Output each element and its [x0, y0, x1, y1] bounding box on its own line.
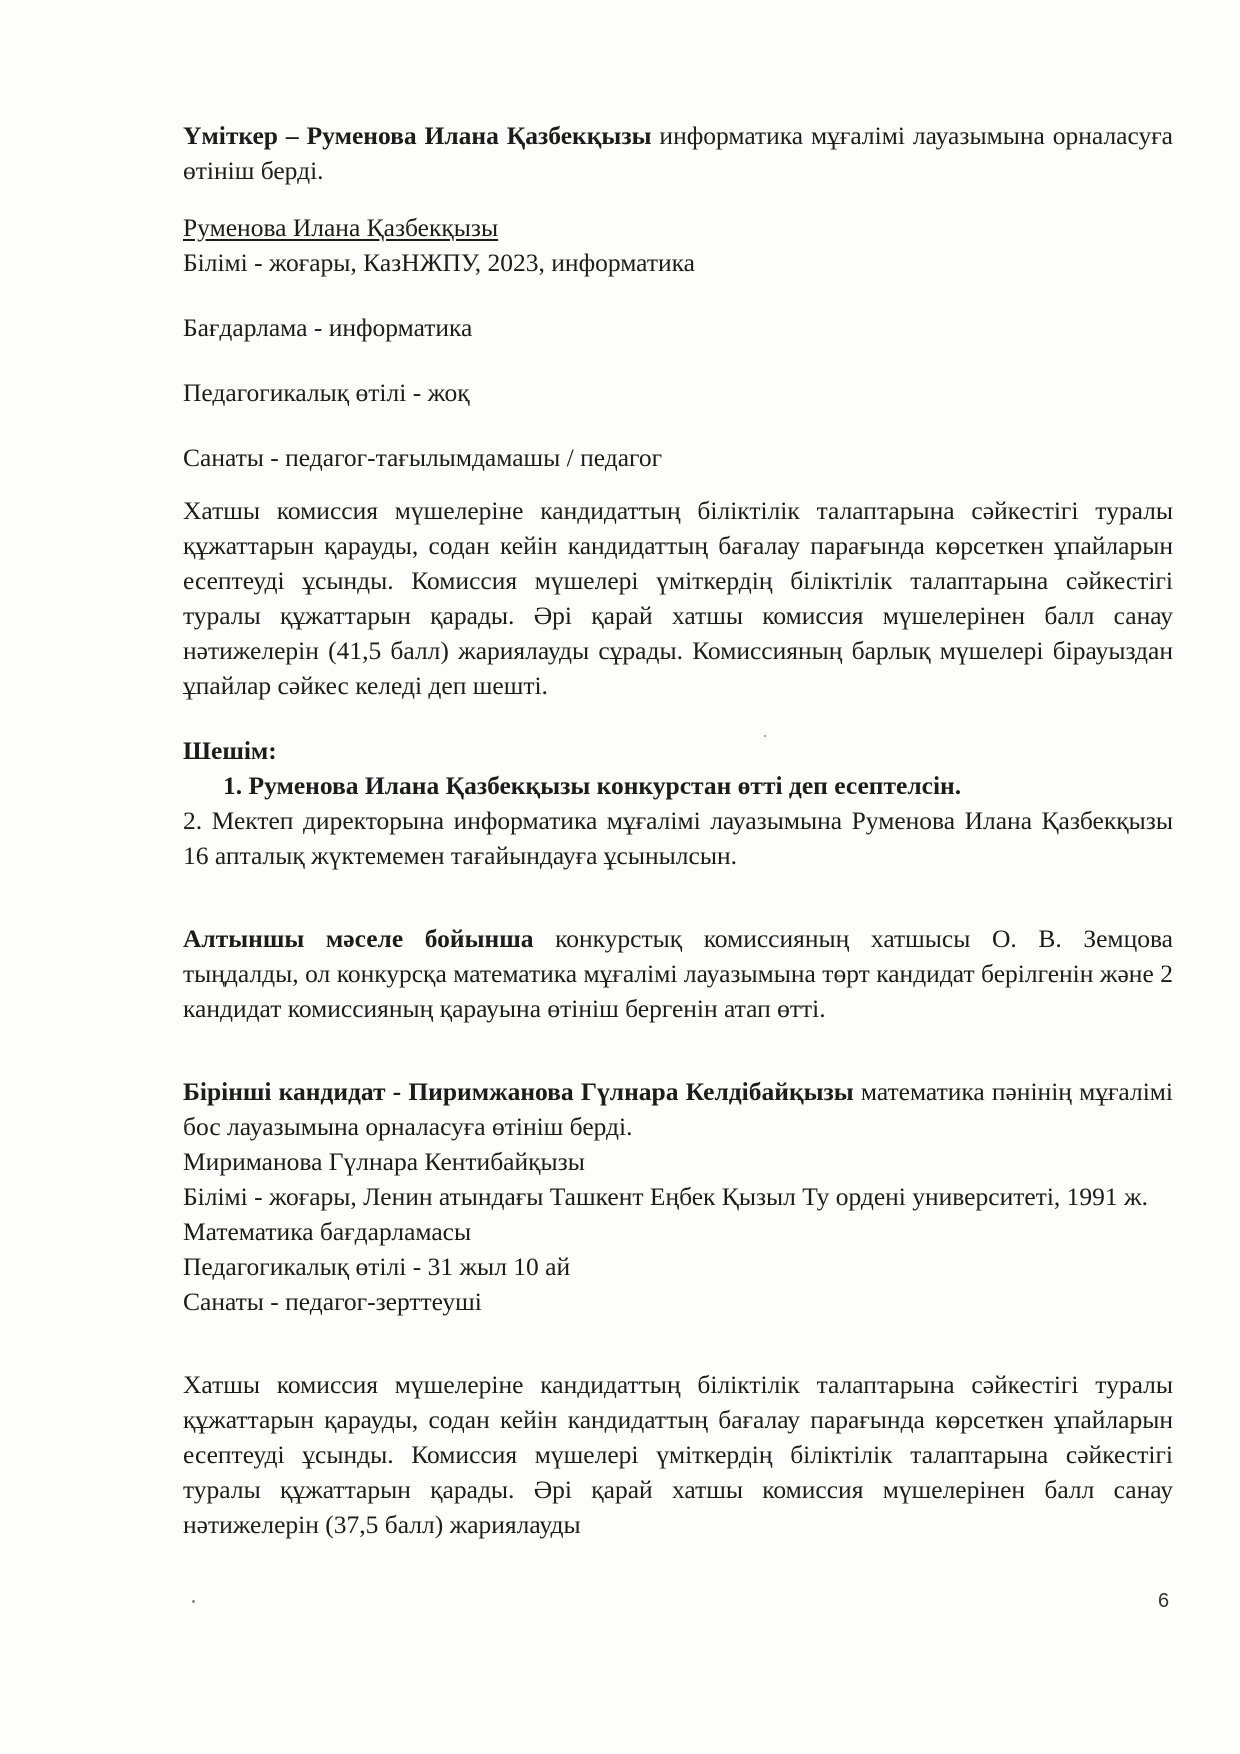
first-candidate-paragraph — [183, 1074, 1173, 1144]
candidate-intro-paragraph — [183, 118, 1173, 188]
candidate-experience: Педагогикалық өтілі - 31 жыл 10 ай — [183, 1252, 571, 1281]
candidate-name: Мириманова Гүлнара Кентибайқызы — [183, 1147, 585, 1176]
sixth-issue-text: конкурстық комиссияның хатшысы О. В. Земцова тыңдалды, ол конкурсқа математика мұғалімі лауазымына төрт кандидат берілгенін және 2 кандидат комиссияның қарауына өтініш бергенін атап өтті. — [183, 924, 1173, 1023]
candidate-category: Санаты - педагог-зерттеуші — [183, 1287, 482, 1316]
decision-item-2: 2. Мектеп директорына информатика мұғалімі лауазымына Руменова Илана Қазбекқызы 16 апталық жүктемемен тағайындауға ұсынылсын. — [183, 806, 1173, 870]
decision-heading: Шешім: — [183, 736, 277, 765]
candidate-program: Бағдарлама - информатика — [183, 313, 473, 342]
candidate-intro-text: информатика мұғалімі лауазымына орналасуға өтініш берді. — [183, 121, 1173, 185]
page-number: 6 — [1158, 1590, 1170, 1612]
first-candidate-text: математика пәнінің мұғалімі бос лауазымына орналасуға өтініш берді. — [183, 1077, 1173, 1141]
secretary-paragraph: Хатшы комиссия мүшелеріне кандидаттың біліктілік талаптарына сәйкестігі туралы құжаттарын қарауды, содан кейін кандидаттың бағалау парағында көрсеткен ұпайларын есептеуді ұсынды. Комиссия мүшелері үміткердің біліктілік талаптарына сәйкестігі туралы құжаттарын қарады. Әрі қарай хатшы комиссия мүшелерінен балл санау нәтижелерін (41,5 балл) жариялауды сұрады. Комиссияның барлық мүшелері бірауыздан ұпайлар сәйкес келеді деп шешті. — [183, 496, 1173, 700]
scan-speck — [764, 735, 766, 737]
document-body — [183, 118, 1173, 1542]
candidate-program: Математика бағдарламасы — [183, 1217, 472, 1246]
candidate-experience: Педагогикалық өтілі - жоқ — [183, 378, 470, 407]
first-candidate-bold: Бірінші кандидат - Пиримжанова Гүлнара Келдібайқызы — [183, 1077, 854, 1106]
candidate-category: Санаты - педагог-тағылымдамашы / педагог — [183, 443, 663, 472]
sixth-issue-paragraph — [183, 921, 1173, 1026]
candidate-education: Білімі - жоғары, Ленин атындағы Ташкент Еңбек Қызыл Ту ордені университеті, 1991 ж. — [183, 1182, 1149, 1211]
candidate-name: Руменова Илана Қазбекқызы — [183, 213, 499, 242]
decision-item-1: 1. Руменова Илана Қазбекқызы конкурстан өтті деп есептелсін. — [223, 771, 962, 800]
candidate-education: Білімі - жоғары, КазНЖПУ, 2023, информатика — [183, 248, 695, 277]
sixth-issue-bold: Алтыншы мәселе бойынша — [183, 924, 534, 953]
scan-speck — [192, 1600, 195, 1603]
candidate-intro-bold: Үміткер – Руменова Илана Қазбекқызы — [183, 121, 652, 150]
secretary-paragraph: Хатшы комиссия мүшелеріне кандидаттың біліктілік талаптарына сәйкестігі туралы құжаттарын қарауды, содан кейін кандидаттың бағалау парағында көрсеткен ұпайларын есептеуді ұсынды. Комиссия мүшелері үміткердің біліктілік талаптарына сәйкестігі туралы құжаттарын қарады. Әрі қарай хатшы комиссия мүшелерінен балл санау нәтижелерін (37,5 балл) жариялауды — [183, 1370, 1173, 1539]
